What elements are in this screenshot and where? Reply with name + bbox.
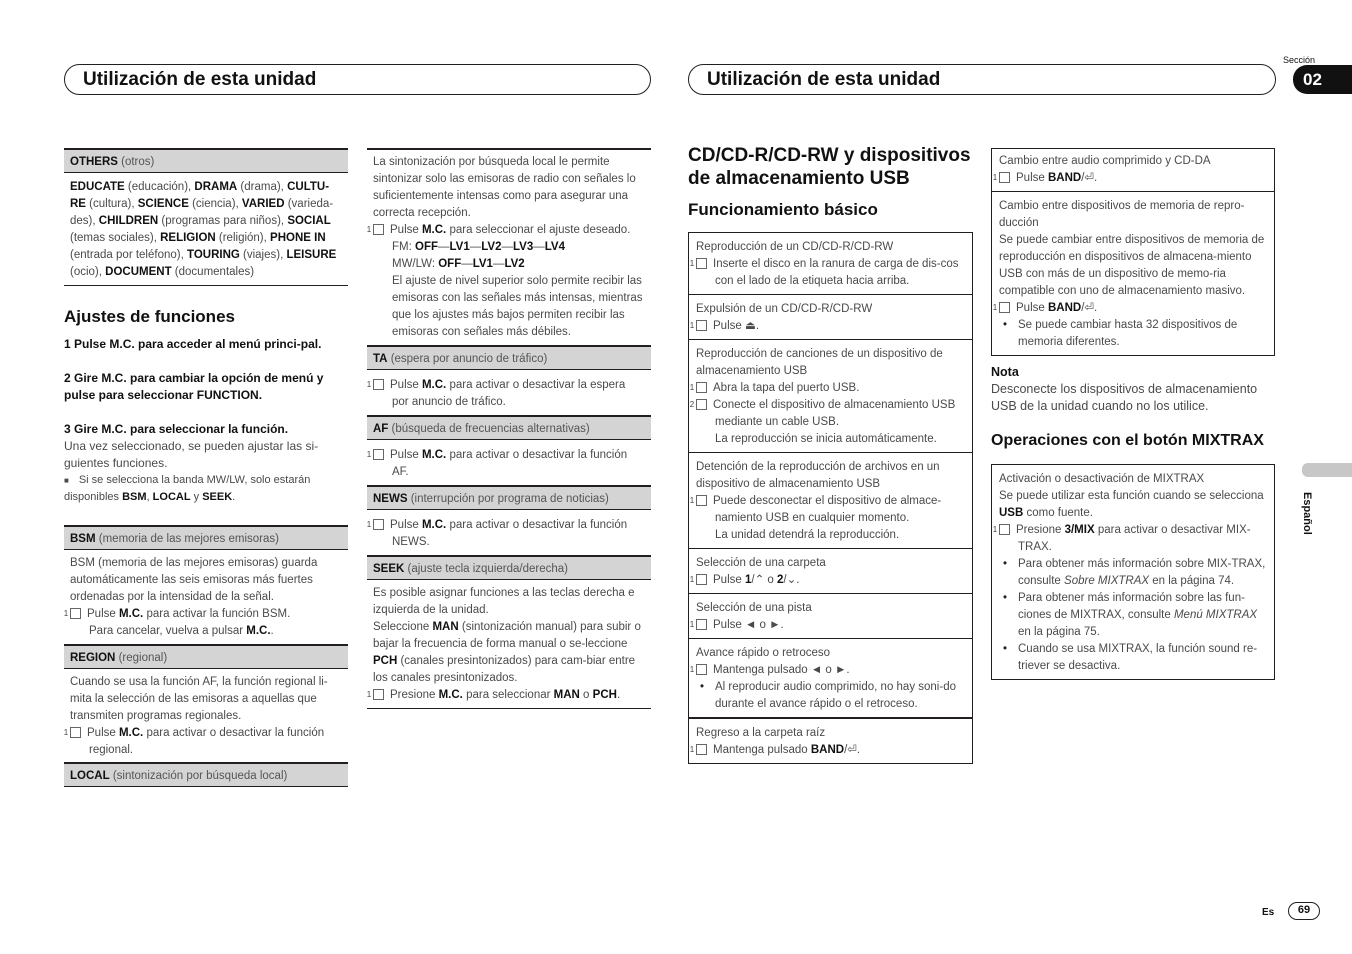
genre-desc: (varieda-des), [70, 198, 334, 227]
square-bullet-icon: ■ [64, 476, 69, 485]
nota-text: Desconecte los dispositivos de almacenamiento USB de la unidad cuando no los utilice. [991, 382, 1258, 413]
genre-name: SCIENCE [137, 198, 189, 210]
step-number-icon: 1 [373, 224, 384, 235]
footer-lang: Es [1262, 907, 1275, 918]
seek-bar: SEEK (ajuste tecla izquierda/derecha) [367, 555, 651, 580]
genre-desc: (cultura), [85, 198, 138, 210]
region-bar: REGION (regional) [64, 644, 348, 669]
section-number-badge: 02 [1293, 65, 1352, 94]
step-number-icon: 1 [373, 689, 384, 700]
genre-desc: (viajes), [239, 249, 287, 261]
step-number-icon: 1 [696, 320, 707, 331]
genre-name: PHONE IN [270, 232, 326, 244]
af-text: 1 Pulse M.C. para activar o desactivar la función AF. [366, 449, 628, 478]
others-title: OTHERS [70, 156, 118, 168]
step-number-icon: 1 [696, 258, 707, 269]
genre-name: CHILDREN [98, 215, 159, 227]
level-value: LV4 [544, 241, 565, 253]
ta-bar: TA (espera por anuncio de tráfico) [367, 345, 651, 370]
left-header-title: Utilización de esta unidad [83, 69, 317, 90]
usb-stop-cell: Detención de la reproducción de archivos en un dispositivo de almacenamiento USB 1 Puede desconectar el dispositivo de almace-namiento USB en cualquier momento. La unidad detendrá la reproducción. [689, 453, 972, 549]
language-tab [1302, 463, 1352, 477]
right-header-title: Utilización de esta unidad [707, 69, 941, 90]
genre-desc: (drama), [237, 181, 288, 193]
region-text: Cuando se usa la función AF, la función regional li-mita la selección de las emisoras a aquellas que transmiten programas regionales. 1 Pulse M.C. para activar o desactivar la función regional. [63, 676, 328, 756]
fast-forward-cell: Avance rápido o retroceso 1 Mantenga pulsado ◄ o ►. • Al reproducir audio comprimido, no hay soni-do durante el avance rápido o el retroceso. [689, 639, 972, 718]
local-bar: LOCAL (sintonización por búsqueda local) [64, 762, 348, 787]
step-number-icon: 1 [373, 449, 384, 460]
basic-operation-table [688, 232, 973, 764]
step-number-icon: 1 [696, 495, 707, 506]
step-1: 1 Pulse M.C. para acceder al menú princi-pal. [64, 337, 322, 351]
level-value: OFF [415, 241, 438, 253]
genre-name: RELIGION [160, 232, 216, 244]
step-number-icon: 1 [999, 302, 1010, 313]
step-3-text: Una vez seleccionado, se pueden ajustar las si-guientes funciones. [64, 439, 319, 470]
fm-levels: FM: OFF—LV1—LV2—LV3—LV4 [392, 241, 565, 253]
genre-desc: (ocio), [70, 266, 106, 278]
mw-levels: MW/LW: OFF—LV1—LV2 [392, 258, 525, 270]
column-4 [991, 148, 1275, 680]
switch-table [991, 148, 1275, 356]
genre-name: SOCIAL [287, 215, 331, 227]
page-number: 69 [1288, 902, 1320, 920]
genre-name: CULTU-RE [70, 181, 330, 210]
others-bar [64, 148, 348, 173]
news-text: 1 Pulse M.C. para activar o desactivar la función NEWS. [366, 519, 628, 548]
mixtrax-title: Operaciones con el botón MIXTRAX [991, 432, 1264, 449]
band-note: ■ Si se selecciona la banda MW/LW, solo estarán disponibles BSM, LOCAL y SEEK. [64, 474, 311, 503]
root-folder-cell: Regreso a la carpeta raíz 1 Mantenga pulsado BAND/⏎. [689, 718, 972, 763]
cd-play-cell: Reproducción de un CD/CD-R/CD-RW 1 Inserte el disco en la ranura de carga de dis-cos con el lado de la etiqueta hacia arriba. [689, 233, 972, 295]
mixtrax-cell: Activación o desactivación de MIXTRAX Se puede utilizar esta función cuando se selecciona USB como fuente. 1 Presione 3/MIX para activar o desactivar MIX-TRAX. • Para obtener más información sobre MIX-TRAX, consulte Sobre MIXTRAX en la página 74. • Para obtener más información sobre las fun-ciones de MIXTRAX, consulte Menú MIXTRAX en la página 75. • Cuando se usa MIXTRAX, la función sound re-triever se desactiva. [992, 465, 1274, 679]
genre-desc: (entrada por teléfono), [70, 249, 187, 261]
genre-desc: (documentales) [171, 266, 255, 278]
usb-play-cell: Reproducción de canciones de un dispositivo de almacenamiento USB 1 Abra la tapa del puerto USB. 2 Conecte el dispositivo de almacenamiento USB mediante un cable USB. La reproducción se inicia automáticamente. [689, 340, 972, 453]
step-number-icon: 1 [70, 608, 81, 619]
genre-desc: (programas para niños), [158, 215, 288, 227]
step-number-icon: 1 [696, 664, 707, 675]
genre-name: VARIED [241, 198, 285, 210]
basic-operation-title: Funcionamiento básico [688, 200, 878, 219]
track-select-cell: Selección de una pista 1 Pulse ◄ o ►. [689, 594, 972, 639]
column-1 [64, 148, 348, 787]
bsm-text: BSM (memoria de las mejores emisoras) guarda automáticamente las seis emisoras más fuertes ordenadas por la intensidad de la señal. 1 Pulse M.C. para activar la función BSM. Para cancelar, vuelva a pulsar M.C.. [63, 557, 318, 637]
ajustes-title: Ajustes de funciones [64, 307, 235, 326]
genre-name: EDUCATE [70, 181, 125, 193]
genre-name: LEISURE [286, 249, 337, 261]
step-2: 2 Gire M.C. para cambiar la opción de menú y pulse para seleccionar FUNCTION. [64, 371, 324, 402]
step-number-icon: 1 [373, 379, 384, 390]
level-value: LV1 [472, 258, 493, 270]
level-value: LV1 [449, 241, 470, 253]
usb-section-title: CD/CD-R/CD-RW y dispositivos de almacenamiento USB [688, 145, 971, 189]
level-value: LV2 [504, 258, 525, 270]
genre-name: DOCUMENT [105, 266, 172, 278]
level-value: LV3 [513, 241, 534, 253]
language-label: Español [1301, 492, 1313, 535]
genre-name: TOURING [187, 249, 240, 261]
genre-desc: (temas sociales), [70, 232, 161, 244]
level-value: OFF [438, 258, 462, 270]
genre-desc: (religión), [215, 232, 271, 244]
af-bar: AF (búsqueda de frecuencias alternativas) [367, 415, 651, 440]
cd-eject-cell: Expulsión de un CD/CD-R/CD-RW 1 Pulse ⏏. [689, 295, 972, 340]
folder-select-cell: Selección de una carpeta 1 Pulse 1/⌃ o 2/⌄. [689, 549, 972, 594]
step-number-icon: 1 [70, 727, 81, 738]
step-number-icon: 1 [696, 619, 707, 630]
left-header [64, 64, 651, 95]
seek-text: Es posible asignar funciones a las teclas derecha e izquierda de la unidad. Seleccione MAN (sintonización manual) para subir o bajar la frecuencia de forma manual o se-leccione PCH (canales presintonizados) para cam-biar entre los canales presintonizados. 1 Presione M.C. para seleccionar MAN o PCH. [367, 580, 651, 709]
ta-text: 1 Pulse M.C. para activar o desactivar la espera por anuncio de tráfico. [366, 379, 626, 408]
section-label: Sección [1283, 55, 1316, 65]
step-number-icon: 2 [696, 399, 707, 410]
mixtrax-table [991, 464, 1275, 680]
step-number-icon: 1 [999, 172, 1010, 183]
genre-name: DRAMA [194, 181, 238, 193]
right-header [688, 64, 1276, 95]
others-desc: (otros) [121, 156, 155, 168]
step-number-icon: 1 [373, 519, 384, 530]
step-number-icon: 1 [696, 382, 707, 393]
genre-desc: (educación), [124, 181, 195, 193]
genre-desc: (ciencia), [188, 198, 242, 210]
bsm-bar: BSM (memoria de las mejores emisoras) [64, 525, 348, 550]
genre-list [64, 173, 348, 286]
step-number-icon: 1 [999, 524, 1010, 535]
column-3 [688, 144, 973, 764]
memory-switch-cell: Cambio entre dispositivos de memoria de repro-ducción Se puede cambiar entre dispositivos de memoria de reproducción en dispositivos de almacena-miento USB con más de un dispositivo de memo-ria compatible con uno de almacenamiento masivo. 1 Pulse BAND/⏎. • Se puede cambiar hasta 32 dispositivos de memoria diferentes. [992, 192, 1274, 355]
step-3: 3 Gire M.C. para seleccionar la función. [64, 422, 289, 436]
audio-switch-cell: Cambio entre audio comprimido y CD-DA 1 Pulse BAND/⏎. [992, 149, 1274, 192]
step-number-icon: 1 [696, 574, 707, 585]
column-2 [367, 148, 651, 709]
nota-title: Nota [991, 365, 1019, 379]
level-value: LV2 [481, 241, 502, 253]
step-number-icon: 1 [696, 744, 707, 755]
news-bar: NEWS (interrupción por programa de noticias) [367, 485, 651, 510]
local-text: La sintonización por búsqueda local le permite sintonizar solo las emisoras de radio con señales lo suficientemente intensas como para asegurar una correcta recepción. 1 Pulse M.C. para seleccionar el ajuste deseado. FM: OFF—LV1—LV2—LV3—LV4 MW/LW: OFF—LV1—LV2 El ajuste de nivel superior solo permite recibir las emisoras con las señales más intensas, mientras que los ajustes más bajos permiten recibir las emisoras con señales más débiles. [367, 150, 651, 345]
